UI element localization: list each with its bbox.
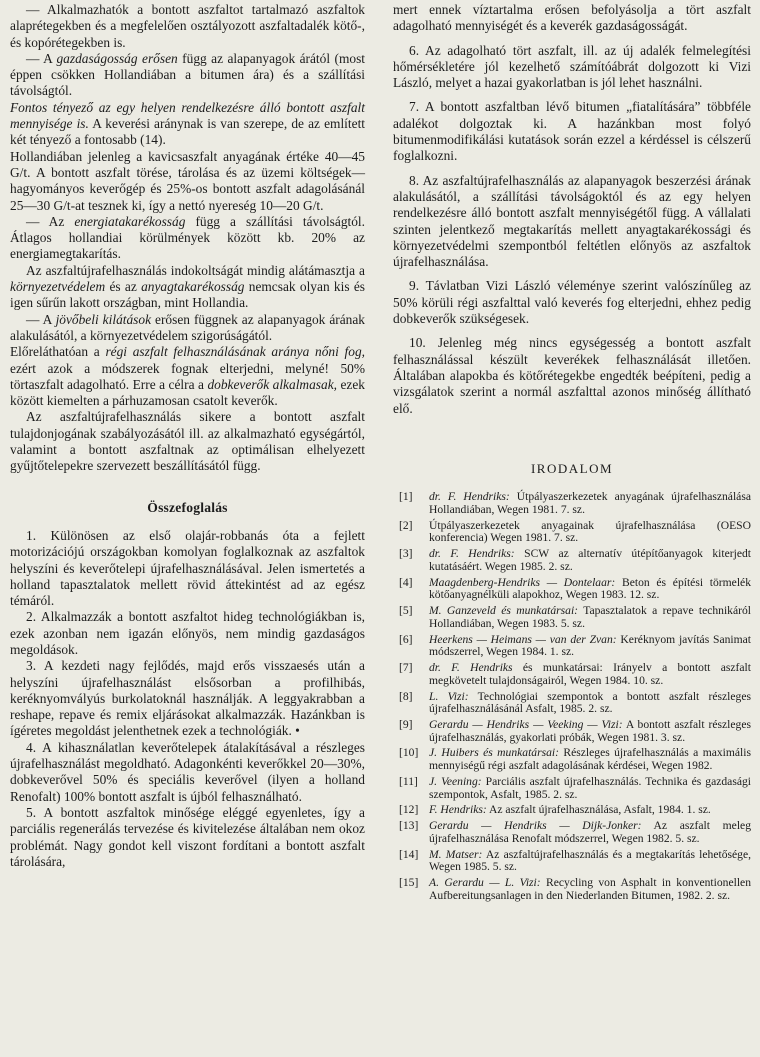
reference-number: [12] <box>399 803 419 817</box>
reference-author: L. Vizi: <box>429 689 469 703</box>
reference-author: dr. F. Hendriks <box>429 661 513 675</box>
summary-item: 2. Alkalmazzák a bontott aszfaltot hideg technológiákban is, ezek azonban nem igazán előnyös, nem mindig gazdaságos megoldások. <box>10 609 365 657</box>
reference-number: [3] <box>399 547 413 561</box>
references-heading: IRODALOM <box>530 460 614 476</box>
reference-author: M. Ganzeveld és munkatársai: <box>429 604 579 618</box>
reference-item <box>393 747 751 772</box>
reference-text: Útpályaszerkezetek anyagának újrafelhasználása Hollandiában, Wegen 1981. 7. sz. <box>429 490 751 516</box>
reference-number: [10] <box>399 746 419 760</box>
left-column <box>10 2 365 870</box>
reference-author: J. Veening: <box>429 774 482 788</box>
emphasis: anyagtakarékosság <box>141 279 245 295</box>
reference-item <box>393 691 751 716</box>
reference-author: M. Matser: <box>429 847 483 861</box>
reference-text: Keréknyom javítás Sanimat módszerrel, Wegen 1984. 1. sz. <box>429 632 751 659</box>
reference-item <box>393 605 751 630</box>
summary-item: 3. A kezdeti nagy fejlődés, majd erős visszaesés után a helyszíni újrafelhasználást elsősorban a profilhibás, keréknyomvályús burkolatoknál használják. A leggyakrabban a reshape, repave és remix eljárásokat alkalmazzák. Hazánkban is ígéretes megoldást jelenthetnek ezek a technológiák. • <box>10 658 365 739</box>
reference-item <box>393 849 751 874</box>
reference-number: [6] <box>399 632 413 646</box>
emphasis: környezetvédelem <box>10 279 106 295</box>
emphasis: régi aszfalt felhasználásának aránya nőni fog, <box>105 344 365 360</box>
reference-number: [1] <box>399 490 413 504</box>
emphasis: energiatakarékosság <box>74 213 186 229</box>
reference-item <box>393 719 751 744</box>
summary-item: 10. Jelenleg még nincs egységesség a bontott aszfalt felhasználással készült keverékek felhasználását illetően. Általában alapokba és kötőrétegekbe engedték beépíteni, pedig a vizsgálatok szerint a normál aszfalttal azonos minőség állítható elő. <box>393 335 751 416</box>
right-column <box>393 2 751 906</box>
paragraph: Fontos tényező az egy helyen rendelkezésre álló bontott aszfalt mennyisége is. A keverési aránynak is van szerepe, de az említett két tényező a fontosabb (14). <box>10 99 366 148</box>
reference-number: [11] <box>399 774 418 788</box>
reference-text: Beton és építési törmelék kötőanyagnélküli alapokhoz, Wegen 1983. 12. sz. <box>429 575 751 602</box>
reference-text: Részleges újrafelhasználás a maximális mennyiségű régi aszfalt adagolásának kérdései, Wegen 1982. <box>429 746 751 773</box>
emphasis: Fontos tényező az egy helyen rendelkezésre álló bontott aszfalt mennyisége is. <box>10 99 365 132</box>
reference-text: Az aszfalt újrafelhasználása, Asfalt, 1984. 1. sz. <box>486 803 711 817</box>
paragraph: — A jövőbeli kilátások erősen függnek az alapanyagok árának alakulásától, a környezetvédelem szigorúságától. <box>10 311 366 343</box>
reference-text: Technológiai szempontok a bontott aszfalt részleges újrafelhasználásánál Asfalt, 1985. 2. sz. <box>429 689 751 716</box>
reference-author: Gerardu — Hendriks — Veeking — Vizi: <box>429 718 623 731</box>
references-list <box>393 491 751 902</box>
summary-item: 6. Az adagolható tört aszfalt, ill. az új adalék felmelegítési hőmérsékletére jól kezelhető számítóábrát dolgozott ki Vizi László, melyet a hazai gyakorlatban is jól lehet használni. <box>393 42 751 91</box>
reference-number: [5] <box>399 604 413 618</box>
reference-number: [7] <box>399 661 413 675</box>
reference-item <box>393 804 751 817</box>
reference-item <box>393 577 751 602</box>
paragraph: Hollandiában jelenleg a kavicsaszfalt anyagának értéke 40—45 G/t. A bontott aszfalt törése, tárolása és az üzemi költségek—hagyományos keverőgép és 25%-os bontott aszfalt adagolásánál 25—30 G/t-at tesznek ki, így a nettó nyereség 10—20 G/t. <box>10 148 365 213</box>
reference-item <box>393 548 751 573</box>
reference-text: Útpályaszerkezetek anyagainak újrafelhasználása (OESO konferencia) Wegen 1981. 7. sz. <box>429 518 751 545</box>
reference-item <box>393 877 751 902</box>
reference-text: Az aszfaltújrafelhasználás és a megtakarítás lehetősége, Wegen 1985. 5. sz. <box>429 847 751 874</box>
reference-author: dr. F. Hendriks: <box>429 547 515 561</box>
reference-item <box>393 662 751 687</box>
summary-item: 1. Különösen az első olajár-robbanás óta a fejlett motorizációjú országokban komolyan foglalkoznak az aszfaltok helyszíni és keverőtelepi újrafelhasználásával. Jelen ismertetés a holland tapasztalatok mellett rövid áttekintést ad az egész témáról. <box>10 527 365 609</box>
reference-number: [8] <box>399 689 413 703</box>
paragraph: — Alkalmazhatók a bontott aszfaltot tartalmazó aszfaltok alaprétegekben és a megfelelően osztályozott aszfaltadalék kötő-, és kopórétegekben is. <box>10 2 365 50</box>
summary-item: 9. Távlatban Vizi László véleménye szerint valószínűleg az 50% körüli régi aszfalttal való keverés fog elterjedni, ehhez pedig dobkeverők szükségesek. <box>393 278 751 327</box>
summary-item: 4. A kihasználatlan keverőtelepek átalakításával a részleges újrafelhasználást megoldható. Adagonkénti keverőkkel 20—30%, dobkeverővel 50% és speciális keverővel (ilyen a holland Renofalt) 100% bontott aszfalt is újból felhasználható. <box>10 739 365 804</box>
reference-item <box>393 491 751 516</box>
reference-number: [2] <box>399 518 413 532</box>
reference-text: Tapasztalatok a repave technikáról Hollandiában, Wegen 1983. 5. sz. <box>429 604 751 630</box>
reference-number: [14] <box>399 847 419 861</box>
reference-item <box>393 634 751 659</box>
reference-item <box>393 520 751 545</box>
paragraph: — A gazdaságosság erősen függ az alapanyagok árától (most éppen csökken Hollandiában a bitumen ára) és a szállítási távolságtól. <box>10 50 365 99</box>
paragraph: Az aszfaltújrafelhasználás indokoltságát mindig alátámasztja a környezetvédelem és az anyagtakarékosság nemcsak olyan kis és igen sűrűn lakott országban, mint Hollandia. <box>10 262 365 311</box>
emphasis: jövőbeli kilátások <box>55 311 152 327</box>
paragraph: Előreláthatóan a régi aszfalt felhasználásának aránya nőni fog, ezért azok a módszerek fognak elterjedni, melyné! 50% törtaszfalt adagolható. Erre a célra a dobkeverők alkalmasak, ezek között kiemelten a párhuzamosan csatolt keverők. <box>10 344 365 409</box>
paragraph: mert ennek víztartalma erősen befolyásolja a tört aszfalt adagolható mennyiségét és a keverék gazdaságosságát. <box>393 2 751 34</box>
summary-item: 7. A bontott aszfaltban lévő bitumen „fiatalítására” többféle adalékot dolgoztak ki. A hazánkban most folyó bitumenmodifikálási kutatások során ezzel a kérdéssel is célszerű foglalkozni. <box>393 99 751 164</box>
reference-author: A. Gerardu — L. Vizi: <box>429 876 541 890</box>
reference-author: F. Hendriks: <box>429 803 487 817</box>
paragraph: Az aszfaltújrafelhasználás sikere a bontott aszfalt tulajdonjogának szabályozásától ill. az alkalmazható egységártól, valamint a bontott aszfaltnak az optimálisan elhelyezett gyűjtőtelepekre szervezett beszállításától függ. <box>10 409 365 474</box>
reference-text: A bontott aszfalt részleges újrafelhasználás, gyakorlati próbák, Wegen 1981. 3. sz. <box>429 718 751 744</box>
reference-author: J. Huibers és munkatársai: <box>429 746 560 760</box>
reference-number: [9] <box>399 718 413 731</box>
summary-item: 5. A bontott aszfaltok minősége eléggé egyenletes, így a parciális regenerálás tervezése és kivitelezése általában nem okoz problémát. Nagy gondot kell viszont fordítani a bontott aszfalt tárolására, <box>10 804 365 869</box>
reference-author: Maagdenberg-Hendriks — Dontelaar: <box>429 575 616 589</box>
emphasis: dobkeverők alkalmasak, <box>207 376 337 392</box>
reference-number: [4] <box>399 575 413 589</box>
reference-author: dr. F. Hendriks: <box>429 490 510 504</box>
reference-author: Gerardu — Hendriks — Dijk-Jonker: <box>429 819 642 833</box>
reference-text: Az aszfalt meleg újrafelhasználása Renofalt módszerrel, Wegen 1982. 5. sz. <box>429 819 751 845</box>
reference-item <box>393 820 751 845</box>
reference-number: [13] <box>399 819 419 833</box>
paragraph: — Az energiatakarékosság függ a szállítási távolságtól. Átlagos hollandiai körülmények között kb. 20% az energiamegtakarítás. <box>10 213 366 262</box>
summary-item: 8. Az aszfaltújrafelhasználás az alapanyagok beszerzési árának alakulásától, a szállítási távolságoktól és az egy helyen rendelkezésre álló bontott aszfalt mennyiségétől függ. A vállalati szinten jelentkező megtakarítás mellett anyagtakarékossági és környezetvédelmi szempontból feltétlen előnyös az aszfaltok újrafelhasználása. <box>393 172 751 270</box>
reference-number: [15] <box>399 876 419 890</box>
reference-author: Heerkens — Heimans — van der Zvan: <box>429 632 617 646</box>
reference-text: Parciális aszfalt újrafelhasználás. Technika és gazdasági szempontok, Asfalt, 1985. 2. sz. <box>429 774 751 801</box>
emphasis: gazdaságosság erősen <box>56 50 178 66</box>
summary-heading: Összefoglalás <box>147 499 228 515</box>
reference-text: SCW az alternatív útépítőanyagok kiterjedt kutatásáért. Wegen 1985. 2. sz. <box>429 547 751 573</box>
reference-item <box>393 776 751 801</box>
reference-text: és munkatársai: Irányelv a bontott aszfalt megkövetelt tulajdonságairól, Wegen 1984. 10. sz. <box>429 661 751 687</box>
reference-text: Recycling von Asphalt in konventionellen Aufbereitungsanlagen in den Niederlanden Bitumen, 1982. 2. sz. <box>429 876 751 902</box>
